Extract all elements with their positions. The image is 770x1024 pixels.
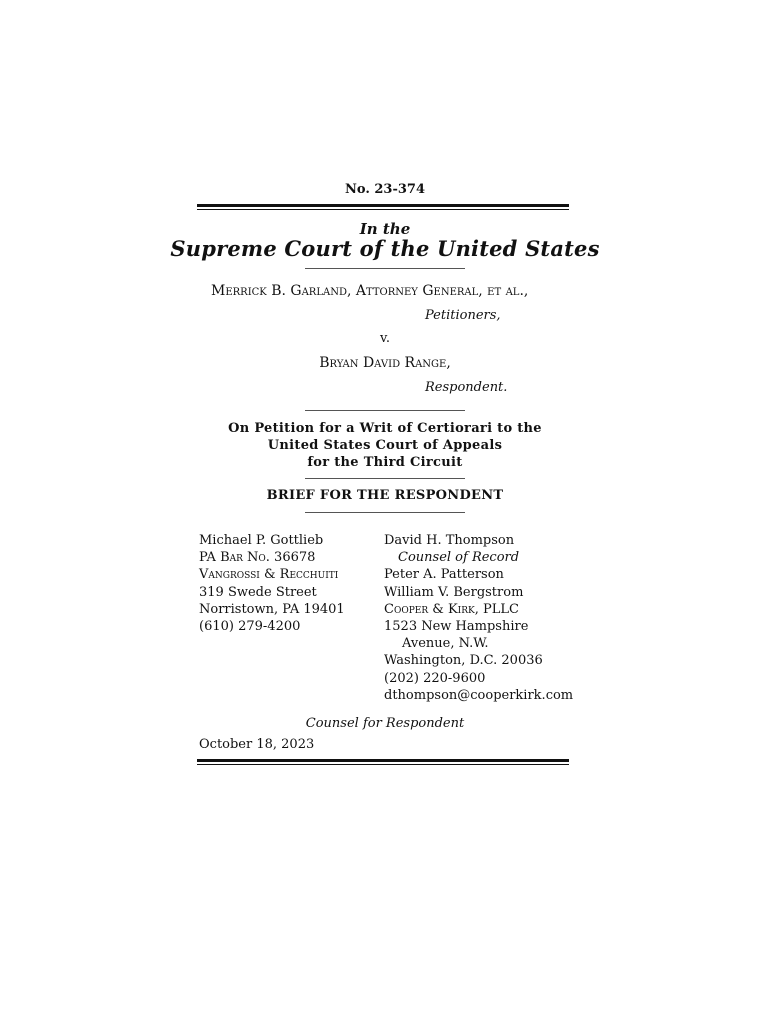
divider-rule	[305, 512, 465, 513]
in-the-heading: In the	[359, 220, 411, 238]
counsel-line: PA Bar No. 36678	[199, 550, 316, 566]
docket-number: No. 23-374	[345, 182, 425, 197]
counsel-line: (610) 279-4200	[199, 619, 301, 635]
counsel-phone: (202) 220-9600	[384, 670, 486, 686]
counsel-of-record-label: Counsel of Record	[398, 550, 520, 566]
court-name: Supreme Court of the United States	[170, 236, 600, 261]
counsel-of-record-name: David H. Thompson	[384, 533, 515, 548]
counsel-block-right	[384, 532, 573, 704]
divider-rule	[305, 410, 465, 411]
filing-date: October 18, 2023	[199, 737, 315, 752]
petition-description	[0, 420, 770, 471]
divider-rule	[305, 478, 465, 479]
bottom-double-rule	[197, 759, 569, 765]
counsel-line: Peter A. Patterson	[384, 567, 504, 583]
petition-line: On Petition for a Writ of Certiorari to the	[228, 421, 542, 436]
top-double-rule	[197, 204, 569, 210]
brief-title: BRIEF FOR THE RESPONDENT	[266, 488, 504, 503]
respondent-role: Respondent.	[425, 380, 508, 395]
counsel-line: Vangrossi & Recchuiti	[199, 567, 339, 583]
counsel-line: Norristown, PA 19401	[199, 601, 345, 617]
counsel-email: dthompson@cooperkirk.com	[384, 687, 574, 703]
counsel-line: 319 Swede Street	[199, 584, 317, 600]
counsel-line: William V. Bergstrom	[384, 584, 524, 600]
versus: v.	[380, 331, 390, 346]
counsel-line: 1523 New Hampshire	[384, 619, 529, 635]
counsel-block-left	[199, 532, 345, 635]
counsel-line: Avenue, N.W.	[402, 636, 489, 652]
counsel-line: Cooper & Kirk, PLLC	[384, 601, 519, 617]
petition-line: United States Court of Appeals	[267, 438, 503, 453]
counsel-for-label: Counsel for Respondent	[305, 716, 465, 731]
petition-line: for the Third Circuit	[307, 455, 463, 470]
counsel-line: Michael P. Gottlieb	[199, 533, 324, 548]
respondent-name: Bryan David Range,	[319, 355, 451, 371]
petitioner-role: Petitioners,	[425, 308, 501, 323]
counsel-line: Washington, D.C. 20036	[384, 653, 543, 669]
petitioner-name: Merrick B. Garland, Attorney General, et al.,	[211, 283, 529, 299]
divider-rule	[305, 268, 465, 269]
